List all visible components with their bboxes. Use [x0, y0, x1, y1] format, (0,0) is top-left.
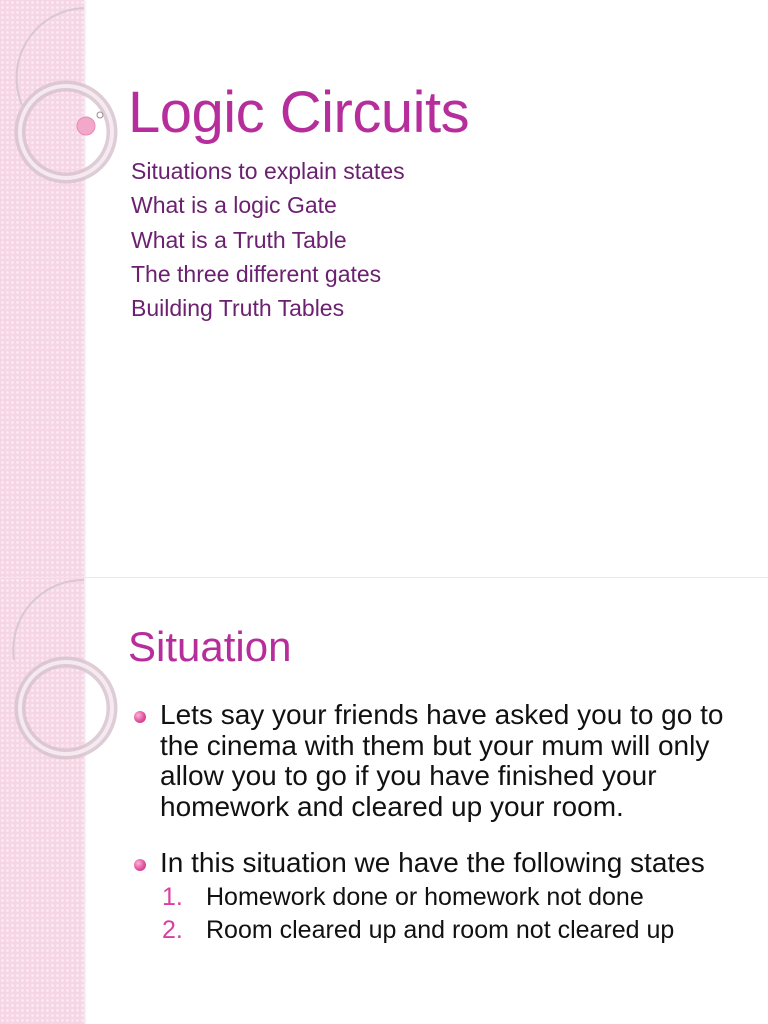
slide-heading: Situation	[128, 623, 292, 670]
decorative-rings	[0, 0, 130, 200]
agenda-item: Building Truth Tables	[131, 295, 345, 322]
bullet-list	[132, 700, 760, 973]
agenda-item: What is a logic Gate	[131, 192, 337, 219]
bullet-item	[132, 700, 760, 822]
agenda-list	[131, 154, 405, 325]
bullet-dot-icon	[134, 711, 146, 723]
numbered-sublist	[160, 881, 760, 947]
agenda-item: What is a Truth Table	[131, 226, 347, 253]
item-number: 2.	[162, 915, 183, 944]
numbered-item	[160, 914, 760, 947]
item-text: Room cleared up and room not cleared up	[206, 915, 675, 944]
numbered-item	[160, 881, 760, 914]
agenda-item: The three different gates	[131, 260, 382, 287]
bullet-text: In this situation we have the following states	[160, 847, 705, 878]
decorative-rings	[0, 578, 130, 778]
slide-situation	[0, 577, 768, 1024]
bullet-dot-icon	[134, 859, 146, 871]
agenda-item: Situations to explain states	[131, 158, 405, 184]
slide-title-text: Logic Circuits	[128, 80, 470, 145]
item-number: 1.	[162, 882, 183, 911]
bullet-text: Lets say your friends have asked you to go to the cinema with them but your mum will only allow you to go if you have finished your homework and cleared up your room.	[160, 699, 724, 822]
bullet-item	[132, 848, 760, 947]
item-text: Homework done or homework not done	[206, 882, 644, 911]
